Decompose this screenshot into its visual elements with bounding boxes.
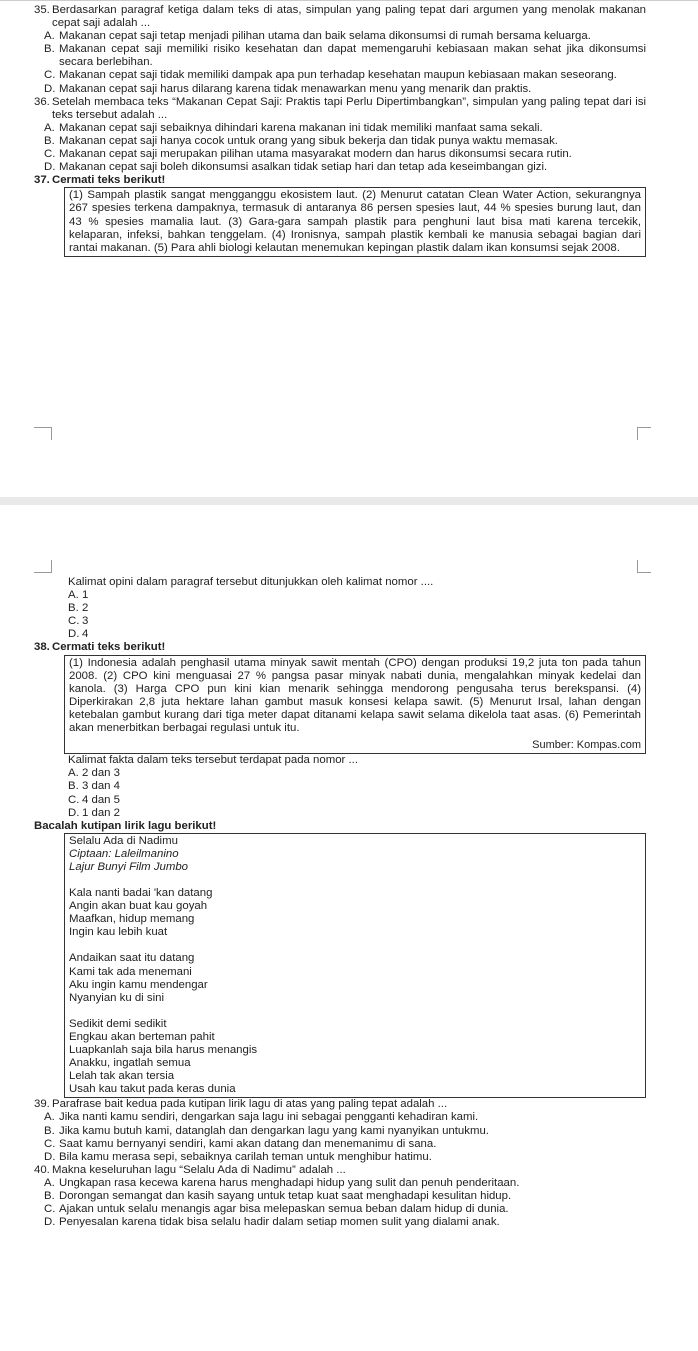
option-text: Dorongan semangat dan kasih sayang untuk tetap kuat saat menghadapi kesulitan hidup. [59, 1190, 512, 1203]
option-d[interactable] [34, 807, 646, 820]
option-d[interactable] [34, 1151, 646, 1164]
option-letter: D. [44, 1150, 56, 1163]
song-composer: Ciptaan: Laleilmanino [69, 847, 179, 860]
question-heading: Cermati teks berikut! [52, 641, 166, 654]
question-stem: Parafrase bait kedua pada kutipan lirik lagu di atas yang paling tepat adalah ... [52, 1098, 448, 1111]
question-heading: Cermati teks berikut! [52, 174, 166, 187]
option-b[interactable] [34, 602, 646, 615]
option-text: Makanan cepat saji memiliki risiko kesehatan dan dapat memengaruhi kebiasaan makan sehat jika dikonsumsi secara berlebihan. [59, 43, 646, 69]
question-number: 39. [34, 1098, 50, 1111]
option-text: 4 dan 5 [82, 793, 121, 806]
option-letter: C. [44, 148, 56, 161]
option-letter: B. [68, 780, 79, 793]
option-text: 3 dan 4 [82, 780, 121, 793]
option-text: 1 [82, 589, 89, 602]
page-corner-mark [34, 427, 52, 440]
lyric-line: Usah kau takut pada keras dunia [69, 1083, 236, 1096]
page-gap [0, 497, 698, 505]
option-c[interactable] [34, 615, 646, 628]
option-text: Jika kamu butuh kami, datanglah dan dengarkan lagu yang kami nyanyikan untukmu. [59, 1124, 489, 1137]
lyric-line: Anakku, ingatlah semua [69, 1057, 191, 1070]
option-text: Penyesalan karena tidak bisa selalu hadir dalam setiap momen sulit yang dialami anak. [59, 1216, 500, 1229]
lyrics-box [64, 833, 646, 1099]
question-stem: Kalimat fakta dalam teks tersebut terdapat pada nomor ... [68, 754, 358, 767]
page-corner-mark [637, 560, 651, 573]
passage-box [64, 655, 646, 755]
lyric-line: Lelah tak akan tersia [69, 1070, 175, 1083]
option-letter: D. [68, 628, 80, 641]
lyric-line: Kala nanti badai 'kan datang [69, 887, 213, 900]
option-c[interactable] [34, 148, 646, 161]
passage-text: (1) Indonesia adalah penghasil utama minyak sawit mentah (CPO) dengan produksi 19,2 juta ton pada tahun 2008. (2) CPO kini menguasai 27 % pangsa pasar minyak nabati dunia, mengalahkan minyak kedelai dan kanola. (3) Harga CPO pun kini kian menarik sehingga mendorong pengusaha terus berekspansi. (4) Diperkirakan 2,8 juta hektare lahan gambut masuk konsesi kelapa sawit. (5) Menurut Irsal, lahan dengan ketebalan gambut kurang dari tiga meter dapat ditanami kelapa sawit selama dikelola taat asas. (6) Pemerintah akan menerbitkan berbagai regulasi untuk itu. [69, 656, 641, 735]
lyric-line: Angin akan buat kau goyah [69, 900, 208, 913]
option-letter: B. [68, 602, 79, 615]
option-a[interactable] [34, 122, 646, 135]
option-letter: A. [44, 1176, 55, 1189]
option-letter: A. [44, 121, 55, 134]
option-c[interactable] [34, 794, 646, 807]
question-35 [34, 4, 646, 30]
passage-text: (1) Sampah plastik sangat mengganggu ekosistem laut. (2) Menurut catatan Clean Water Action, sekurangnya 267 spesies terkena dampaknya, termasuk di antaranya 86 persen spesies laut, 44 % spesies burung laut, dan 43 % spesies mamalia laut. (3) Gara-gara sampah plastik para penghuni laut bisa mati karena tercekik, kelaparan, infeksi, bahkan tenggelam. (4) Ironisnya, sampah plastik kembali ke manusia sebagai bagian dari rantai makanan. (5) Para ahli biologi kelautan menemukan kepingan plastik dalam ikan konsumsi sejak 2008. [69, 189, 641, 254]
option-a[interactable] [34, 767, 646, 780]
option-letter: D. [44, 1216, 56, 1229]
lyric-line: Kami tak ada menemani [69, 965, 192, 978]
page-corner-mark [34, 560, 52, 573]
option-d[interactable] [34, 161, 646, 174]
option-b[interactable] [34, 43, 646, 69]
option-text: Makanan cepat saji tetap menjadi pilihan utama dan baik selama dikonsumsi di rumah bersama keluarga. [59, 30, 591, 43]
option-b[interactable] [34, 1125, 646, 1138]
lyric-line: Aku ingin kamu mendengar [69, 978, 208, 991]
top-content [34, 4, 646, 257]
option-a[interactable] [34, 1177, 646, 1190]
option-c[interactable] [34, 1203, 646, 1216]
lyrics-heading: Bacalah kutipan lirik lagu berikut! [34, 819, 217, 832]
option-text: 2 [82, 602, 89, 615]
option-d[interactable] [34, 1216, 646, 1229]
passage-box [64, 187, 646, 256]
question-number: 37. [34, 174, 50, 187]
stanza-2 [69, 952, 641, 1004]
question-40 [34, 1164, 646, 1177]
option-letter: B. [44, 134, 55, 147]
song-film: Lajur Bunyi Film Jumbo [69, 860, 189, 873]
option-text: Ajakan untuk selalu menangis agar bisa melepaskan semua beban dalam hidup di dunia. [59, 1203, 509, 1216]
lyric-line: Nyanyian ku di sini [69, 991, 164, 1004]
option-text: Bila kamu merasa sepi, sebaiknya carilah teman untuk menghibur hatimu. [59, 1150, 432, 1163]
option-letter: D. [44, 82, 56, 95]
question-39 [34, 1098, 646, 1111]
stanza-1 [69, 887, 641, 939]
option-d[interactable] [34, 628, 646, 641]
page-sheet-top [0, 0, 698, 498]
option-text: Makanan cepat saji tidak memiliki dampak apa pun terhadap kesehatan maupun kebiasaan makan seseorang. [59, 69, 617, 82]
option-letter: A. [68, 589, 79, 602]
option-a[interactable] [34, 30, 646, 43]
question-number: 38. [34, 641, 50, 654]
question-number: 35. [34, 4, 50, 16]
option-letter: C. [68, 615, 80, 628]
option-c[interactable] [34, 69, 646, 82]
option-text: 4 [82, 628, 89, 641]
lyric-line: Sedikit demi sedikit [69, 1017, 167, 1030]
option-letter: D. [68, 806, 80, 819]
question-38-heading [34, 641, 646, 654]
question-number: 40. [34, 1163, 50, 1176]
option-text: Makanan cepat saji merupakan pilihan utama masyarakat modern dan harus dikonsumsi secara rutin. [59, 148, 572, 161]
song-title: Selalu Ada di Nadimu [69, 834, 178, 847]
question-stem: Setelah membaca teks “Makanan Cepat Saji: Praktis tapi Perlu Dipertimbangkan”, simpulan yang paling tepat dari isi teks tersebut adalah ... [52, 95, 646, 121]
option-letter: C. [44, 1203, 56, 1216]
option-letter: D. [44, 161, 56, 174]
option-text: Makanan cepat saji hanya cocok untuk orang yang sibuk bekerja dan tidak punya waktu memasak. [59, 134, 558, 147]
lyric-line: Ingin kau lebih kuat [69, 926, 168, 939]
lyric-line: Maafkan, hidup memang [69, 913, 195, 926]
page-corner-mark [637, 427, 651, 440]
question-stem: Makna keseluruhan lagu “Selalu Ada di Nadimu” adalah ... [52, 1163, 346, 1176]
question-number: 36. [34, 95, 50, 108]
option-text: Ungkapan rasa kecewa karena harus menghadapi hidup yang sulit dan penuh penderitaan. [59, 1176, 520, 1189]
option-a[interactable] [34, 1111, 646, 1124]
question-stem: Kalimat opini dalam paragraf tersebut ditunjukkan oleh kalimat nomor .... [68, 576, 434, 588]
option-text: 1 dan 2 [82, 806, 121, 819]
option-b[interactable] [34, 1190, 646, 1203]
stanza-3 [69, 1018, 641, 1097]
option-letter: C. [68, 793, 80, 806]
option-letter: B. [44, 43, 55, 56]
option-a[interactable] [34, 589, 646, 602]
question-37-heading [34, 174, 646, 187]
option-text: Jika nanti kamu sendiri, dengarkan saja lagu ini sebagai pengganti kehadiran kami. [59, 1111, 479, 1124]
option-letter: C. [44, 69, 56, 82]
option-letter: B. [44, 1190, 55, 1203]
question-stem: Berdasarkan paragraf ketiga dalam teks di atas, simpulan yang paling tepat dari argumen yang menolak makanan cepat saji adalah ... [52, 4, 646, 30]
option-text: 3 [82, 615, 89, 628]
lyric-line: Luapkanlah saja bila harus menangis [69, 1044, 258, 1056]
option-letter: B. [44, 1124, 55, 1137]
bottom-content [34, 576, 646, 1229]
option-b[interactable] [34, 135, 646, 148]
option-text: Makanan cepat saji harus dilarang karena tidak menawarkan menu yang menarik dan praktis. [59, 82, 532, 95]
lyric-line: Engkau akan berteman pahit [69, 1030, 215, 1043]
option-letter: A. [44, 30, 55, 43]
option-letter: A. [68, 767, 79, 780]
option-b[interactable] [34, 780, 646, 793]
option-d[interactable] [34, 83, 646, 96]
option-letter: A. [44, 1111, 55, 1124]
source-credit: Sumber: Kompas.com [532, 739, 641, 752]
question-36 [34, 96, 646, 122]
option-text: Makanan cepat saji sebaiknya dihindari karena makanan ini tidak memiliki manfaat sama sekali. [59, 121, 543, 134]
lyric-line: Andaikan saat itu datang [69, 952, 195, 965]
option-letter: C. [44, 1137, 56, 1150]
option-text: 2 dan 3 [82, 767, 121, 780]
option-text: Saat kamu bernyanyi sendiri, kami akan datang dan menemanimu di sana. [59, 1137, 437, 1150]
option-c[interactable] [34, 1138, 646, 1151]
option-text: Makanan cepat saji boleh dikonsumsi asalkan tidak setiap hari dan tetap ada keseimbangan gizi. [59, 161, 548, 174]
